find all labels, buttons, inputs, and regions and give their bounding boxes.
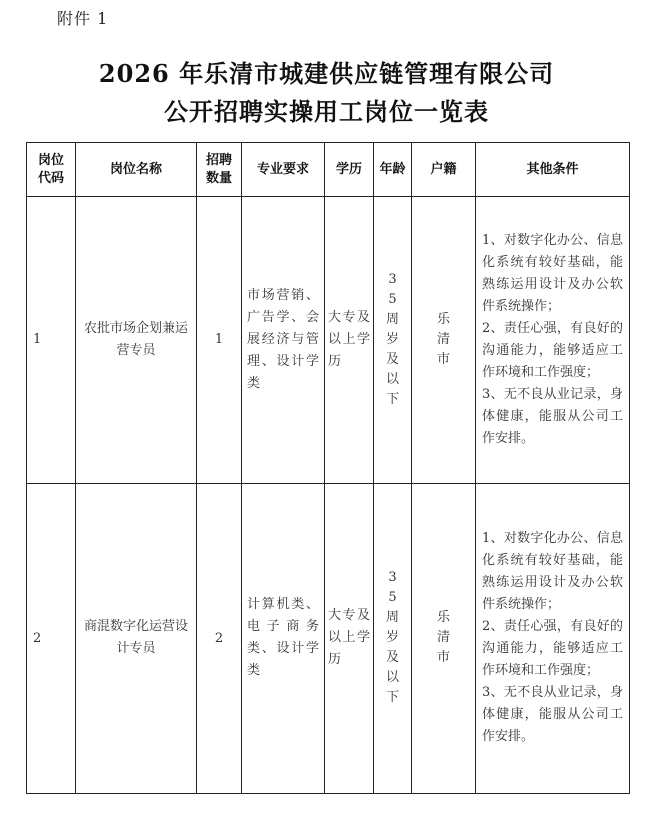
condition-item: 3、无不良从业记录，身体健康，能服从公司工作安排。 — [482, 685, 623, 745]
cell-name — [76, 197, 197, 483]
condition-item: 1、对数字化办公、信息化系统有较好基础，能熟练运用设计及办公软件系统操作； — [482, 531, 623, 613]
header-code-line2: 代码 — [37, 170, 64, 186]
positions-table — [26, 142, 630, 794]
hukou-text: 乐清市 — [436, 311, 450, 367]
hukou-text: 乐清市 — [436, 610, 450, 666]
cell-education — [325, 483, 374, 793]
cell-hukou — [412, 197, 476, 483]
header-education: 学历 — [325, 143, 374, 197]
table-row — [27, 197, 630, 483]
condition-item: 2、责任心强，有良好的沟通能力，能够适应工作环境和工作强度； — [482, 320, 623, 380]
cell-conditions — [476, 197, 630, 483]
cell-major — [242, 483, 325, 793]
header-count-line1: 招聘 — [205, 152, 232, 168]
condition-item: 1、对数字化办公、信息化系统有较好基础，能熟练运用设计及办公软件系统操作； — [482, 232, 623, 314]
cell-age — [374, 483, 412, 793]
header-other: 其他条件 — [476, 143, 630, 197]
header-major: 专业要求 — [242, 143, 325, 197]
header-code — [27, 143, 76, 197]
cell-education — [325, 197, 374, 483]
cell-count: 1 — [197, 197, 242, 483]
education-text: 大专及以上学历 — [328, 309, 370, 369]
cell-age — [374, 197, 412, 483]
cell-count: 2 — [197, 483, 242, 793]
table-header-row — [27, 143, 630, 197]
cell-hukou — [412, 483, 476, 793]
cell-major — [242, 197, 325, 483]
condition-item: 3、无不良从业记录，身体健康，能服从公司工作安排。 — [482, 386, 623, 446]
education-text: 大专及以上学历 — [328, 608, 370, 668]
document-title-line1: 2026 年乐清市城建供应链管理有限公司 — [98, 59, 555, 88]
cell-code: 1 — [27, 197, 76, 483]
header-count-line2: 数量 — [205, 170, 232, 186]
header-name: 岗位名称 — [76, 143, 197, 197]
cell-conditions — [476, 483, 630, 793]
cell-code: 2 — [27, 483, 76, 793]
header-code-line1: 岗位 — [37, 152, 64, 168]
condition-item: 2、责任心强，有良好的沟通能力，能够适应工作环境和工作强度； — [482, 619, 623, 679]
age-text: 35周岁及以下 — [385, 570, 399, 706]
attachment-label: 附件 1 — [57, 9, 109, 28]
position-name: 商混数字化运营设计专员 — [84, 619, 189, 657]
header-count — [197, 143, 242, 197]
position-name: 农批市场企划兼运营专员 — [84, 320, 189, 358]
table-row — [27, 483, 630, 793]
cell-name — [76, 483, 197, 793]
major-text: 市场营销、广告学、会展经济与管理、设计学类 — [247, 287, 319, 391]
header-age: 年龄 — [374, 143, 412, 197]
major-text: 计算机类、电子商务类、设计学类 — [247, 597, 319, 679]
header-hukou: 户籍 — [412, 143, 476, 197]
age-text: 35周岁及以下 — [385, 271, 399, 407]
document-title-line2: 公开招聘实操用工岗位一览表 — [164, 97, 489, 126]
